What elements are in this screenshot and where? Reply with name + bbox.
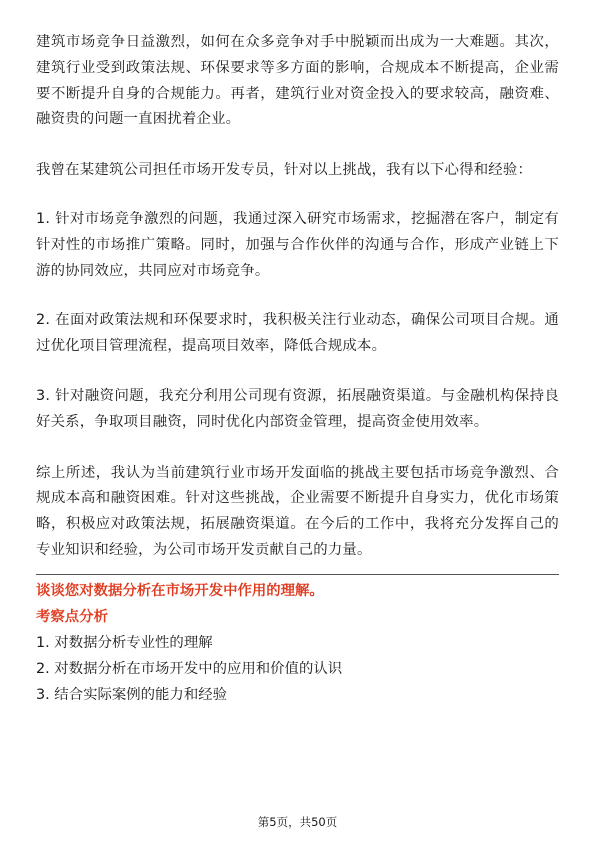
body-paragraph-summary: 综上所述，我认为当前建筑行业市场开发面临的挑战主要包括市场竞争激烈、合规成本高和融资困难。针对这些挑战，企业需要不断提升自身实力，优化市场策略，积极应对政策法规，拓展融资渠道。在今后的工作中，我将充分发挥自己的专业知识和经验，为公司市场开发贡献自己的力量。 — [36, 464, 559, 558]
body-paragraph-intro-experience: 我曾在某建筑公司担任市场开发专员，针对以上挑战，我有以下心得和经验： — [36, 162, 533, 179]
body-paragraph-point-2: 2. 在面对政策法规和环保要求时，我积极关注行业动态，确保公司项目合规。通过优化项目管理流程，提高项目效率，降低合规成本。 — [36, 312, 559, 355]
body-paragraph-challenges: 建筑市场竞争日益激烈，如何在众多竞争对手中脱颖而出成为一大难题。其次，建筑行业受到政策法规、环保要求等多方面的影响，合规成本不断提高，企业需要不断提升自身的合规能力。再者，建筑行业对资金投入的要求较高，融资难、融资贵的问题一直困扰着企业。 — [36, 34, 559, 128]
analysis-heading: 考察点分析 — [36, 608, 108, 625]
page-number-footer: 第5页，共50页 — [257, 815, 338, 829]
body-paragraph-point-1: 1. 针对市场竞争激烈的问题，我通过深入研究市场需求，挖掘潜在客户，制定有针对性的市场推广策略。同时，加强与合作伙伴的沟通与合作，形成产业链上下游的协同效应，共同应对市场竞争。 — [36, 210, 559, 279]
body-paragraph-point-3: 3. 针对融资问题，我充分利用公司现有资源，拓展融资渠道。与金融机构保持良好关系，争取项目融资，同时优化内部资金管理，提高资金使用效率。 — [36, 387, 559, 430]
list-item: 3. 结合实际案例的能力和经验 — [36, 686, 227, 703]
list-item: 2. 对数据分析在市场开发中的应用和价值的认识 — [36, 660, 343, 677]
section-divider — [36, 574, 559, 575]
document-page — [36, 30, 559, 708]
analysis-list — [36, 630, 559, 708]
interview-question: 谈谈您对数据分析在市场开发中作用的理解。 — [36, 582, 324, 599]
list-item: 1. 对数据分析专业性的理解 — [36, 634, 213, 651]
